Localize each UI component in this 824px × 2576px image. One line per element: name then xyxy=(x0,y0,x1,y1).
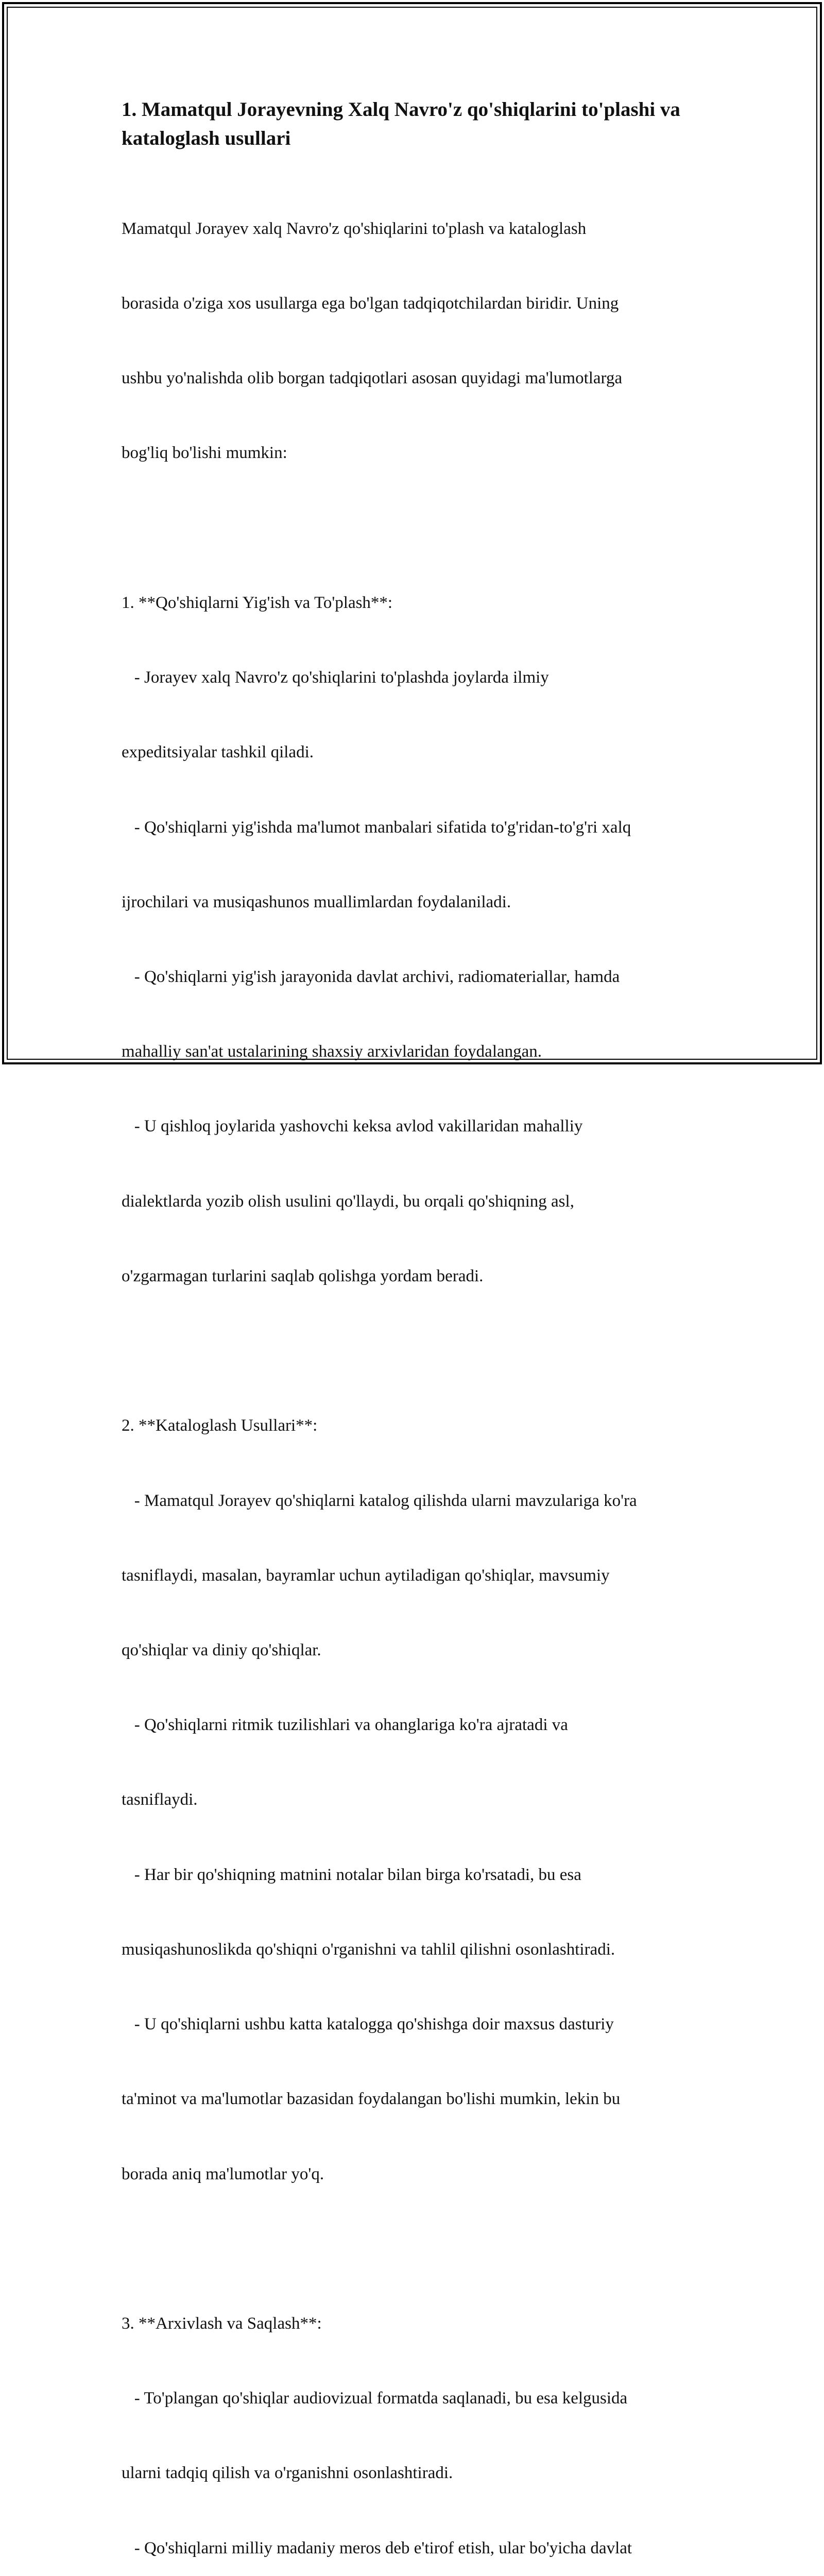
body-line: bog'liq bo'lishi mumkin: xyxy=(122,444,287,463)
document-content xyxy=(122,95,703,2576)
section-heading: 2. **Kataloglash Usullari**: xyxy=(122,1416,318,1435)
body-line: expeditsiyalar tashkil qiladi. xyxy=(122,743,314,762)
body-line: ijrochilari va musiqashunos muallimlardan foydalaniladi. xyxy=(122,892,511,911)
section-heading: 1. **Qo'shiqlarni Yig'ish va To'plash**: xyxy=(122,593,393,612)
body-line: Mamatqul Jorayev xalq Navro'z qo'shiqlarini to'plash va kataloglash xyxy=(122,219,587,238)
body-line: - Har bir qo'shiqning matnini notalar bilan birga ko'rsatadi, bu esa xyxy=(122,1865,581,1884)
body-line: - Jorayev xalq Navro'z qo'shiqlarini to'plashda joylarda ilmiy xyxy=(122,668,549,687)
body-line: - Qo'shiqlarni milliy madaniy meros deb e'tirof etish, ular bo'yicha davlat xyxy=(122,2538,632,2557)
body-line: tasniflaydi. xyxy=(122,1790,198,1809)
body-line: - Qo'shiqlarni yig'ish jarayonida davlat archivi, radiomateriallar, hamda xyxy=(122,968,620,986)
body-line: o'zgarmagan turlarini saqlab qolishga yordam beradi. xyxy=(122,1266,484,1285)
body-line: mahalliy san'at ustalarining shaxsiy arxivlaridan foydalangan. xyxy=(122,1042,542,1061)
body-line: - Mamatqul Jorayev qo'shiqlarni katalog qilishda ularni mavzulariga ko'ra xyxy=(122,1491,637,1510)
body-line: - U qishloq joylarida yashovchi keksa avlod vakillaridan mahalliy xyxy=(122,1117,583,1136)
document-title: 1. Mamatqul Jorayevning Xalq Navro'z qo'shiqlarini to'plashi va kataloglash usullari xyxy=(122,98,680,149)
body-line: musiqashunoslikda qo'shiqni o'rganishni va tahlil qilishni osonlashtiradi. xyxy=(122,1940,615,1959)
section-heading: 3. **Arxivlash va Saqlash**: xyxy=(122,2314,322,2333)
body-line: borada aniq ma'lumotlar yo'q. xyxy=(122,2164,324,2183)
blank-line xyxy=(122,516,703,540)
blank-line xyxy=(122,1338,703,1363)
document-body xyxy=(122,166,703,2576)
body-line: - To'plangan qo'shiqlar audiovizual formatda saqlanadi, bu esa kelgusida xyxy=(122,2389,628,2408)
body-line: ularni tadqiq qilish va o'rganishni osonlashtiradi. xyxy=(122,2464,453,2483)
body-line: borasida o'ziga xos usullarga ega bo'lgan tadqiqotchilardan biridir. Uning xyxy=(122,294,619,313)
body-line: dialektlarda yozib olish usulini qo'llaydi, bu orqali qo'shiqning asl, xyxy=(122,1192,574,1211)
body-line: - U qo'shiqlarni ushbu katta katalogga qo'shishga doir maxsus dasturiy xyxy=(122,2015,614,2034)
blank-line xyxy=(122,2236,703,2261)
body-line: - Qo'shiqlarni ritmik tuzilishlari va ohanglariga ko'ra ajratadi va xyxy=(122,1716,568,1735)
body-line: qo'shiqlar va diniy qo'shiqlar. xyxy=(122,1640,321,1659)
body-line: - Qo'shiqlarni yig'ishda ma'lumot manbalari sifatida to'g'ridan-to'g'ri xalq xyxy=(122,818,631,837)
body-line: ushbu yo'nalishda olib borgan tadqiqotlari asosan quyidagi ma'lumotlarga xyxy=(122,369,623,388)
body-line: tasniflaydi, masalan, bayramlar uchun aytiladigan qo'shiqlar, mavsumiy xyxy=(122,1566,610,1585)
body-line: ta'minot va ma'lumotlar bazasidan foydalangan bo'lishi mumkin, lekin bu xyxy=(122,2090,621,2109)
